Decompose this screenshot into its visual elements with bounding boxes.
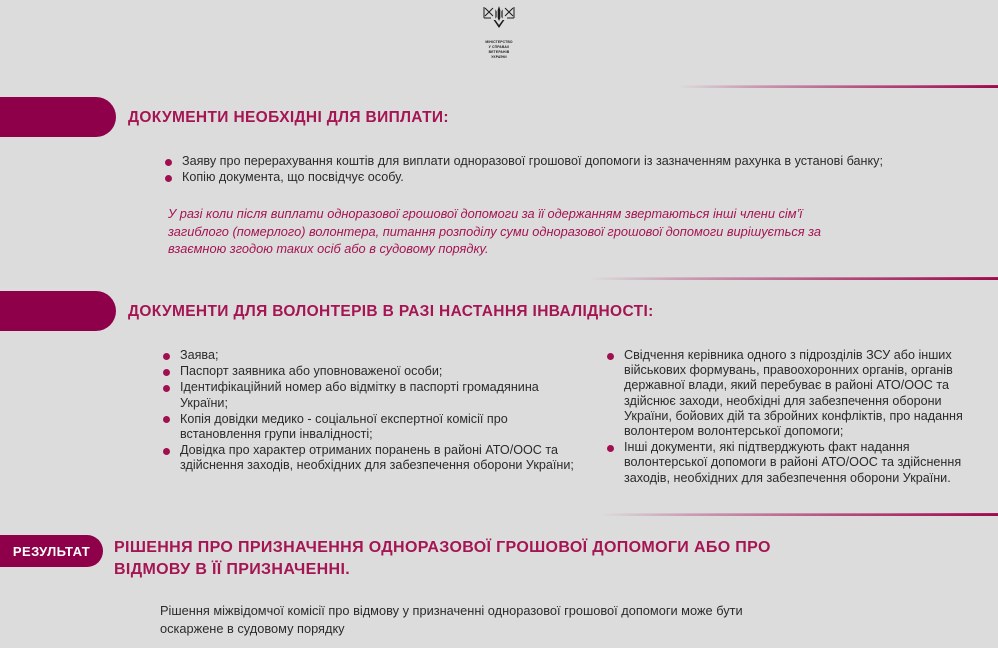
decorative-rule-top	[678, 84, 998, 89]
list-item: Інші документи, які підтверджують факт надання волонтерської допомоги в районі АТО/ООС та здійснення заходів, необхідних для забезпечення оборони України.	[607, 440, 982, 486]
family-distribution-note: У разі коли після виплати одноразової грошової допомоги за її одержанням звертаються інші члени сім’ї загиблого (померлого) волонтера, питання розподілу суми одноразової грошової допомоги вирішується за взаємною згодою таких осіб або в судовому порядку.	[168, 206, 822, 257]
list-item: Паспорт заявника або уповноваженої особи;	[163, 364, 583, 379]
decorative-rule-bottom	[600, 512, 998, 517]
emblem-block	[0, 4, 998, 60]
section-tab-documents-required	[0, 97, 116, 137]
section-tab-result	[0, 535, 103, 567]
appeal-note: Рішення міжвідомчої комісії про відмову у призначенні одноразової грошової допомоги може бути оскаржене в судовому порядку	[160, 603, 743, 636]
list-item: Заява;	[163, 348, 583, 363]
disability-documents-list-right	[607, 348, 982, 487]
emblem-caption-line-4: УКРАЇНИ	[491, 55, 507, 60]
list-item: Свідчення керівника одного з підрозділів ЗСУ або інших військових формувань, правоохоронних органів, органів державної влади, який перебуває в районі АТО/ООС та здійснює заходи, необхідні для забезпечення оборони України, бойових дій та збройних конфліктів, про надання волонтером волонтерської допомоги;	[607, 348, 982, 439]
ministry-of-veterans-affairs-emblem	[479, 4, 519, 34]
result-tab-label: РЕЗУЛЬТАТ	[12, 543, 91, 559]
disability-documents-list-left	[163, 348, 583, 475]
section-heading-result: РІШЕННЯ ПРО ПРИЗНАЧЕННЯ ОДНОРАЗОВОЇ ГРОШОВОЇ ДОПОМОГИ АБО ПРО ВІДМОВУ В ЇЇ ПРИЗНАЧЕННІ.	[114, 539, 771, 578]
emblem-caption-line-2: У СПРАВАХ	[488, 45, 510, 50]
emblem-caption-line-1: МІНІСТЕРСТВО	[485, 40, 513, 44]
section-heading-documents-disability: ДОКУМЕНТИ ДЛЯ ВОЛОНТЕРІВ В РАЗІ НАСТАННЯ ІНВАЛІДНОСТІ:	[128, 303, 654, 320]
section-tab-documents-disability	[0, 291, 116, 331]
section-heading-documents-required: ДОКУМЕНТИ НЕОБХІДНІ ДЛЯ ВИПЛАТИ:	[128, 109, 449, 126]
emblem-caption-line-3: ВЕТЕРАНІВ	[488, 50, 510, 55]
list-item: Заяву про перерахування коштів для виплати одноразової грошової допомоги із зазначенням рахунка в установі банку;	[165, 154, 975, 169]
list-item: Ідентифікаційний номер або відмітку в паспорті громадянина України;	[163, 380, 583, 410]
documents-required-list	[165, 154, 975, 186]
decorative-rule-middle	[590, 276, 998, 281]
list-item: Копія довідки медико - соціальної експертної комісії про встановлення групи інвалідності;	[163, 412, 583, 442]
list-item: Копію документа, що посвідчує особу.	[165, 170, 975, 185]
list-item: Довідка про характер отриманих поранень в районі АТО/ООС та здійснення заходів, необхідних для забезпечення оборони України;	[163, 443, 583, 473]
